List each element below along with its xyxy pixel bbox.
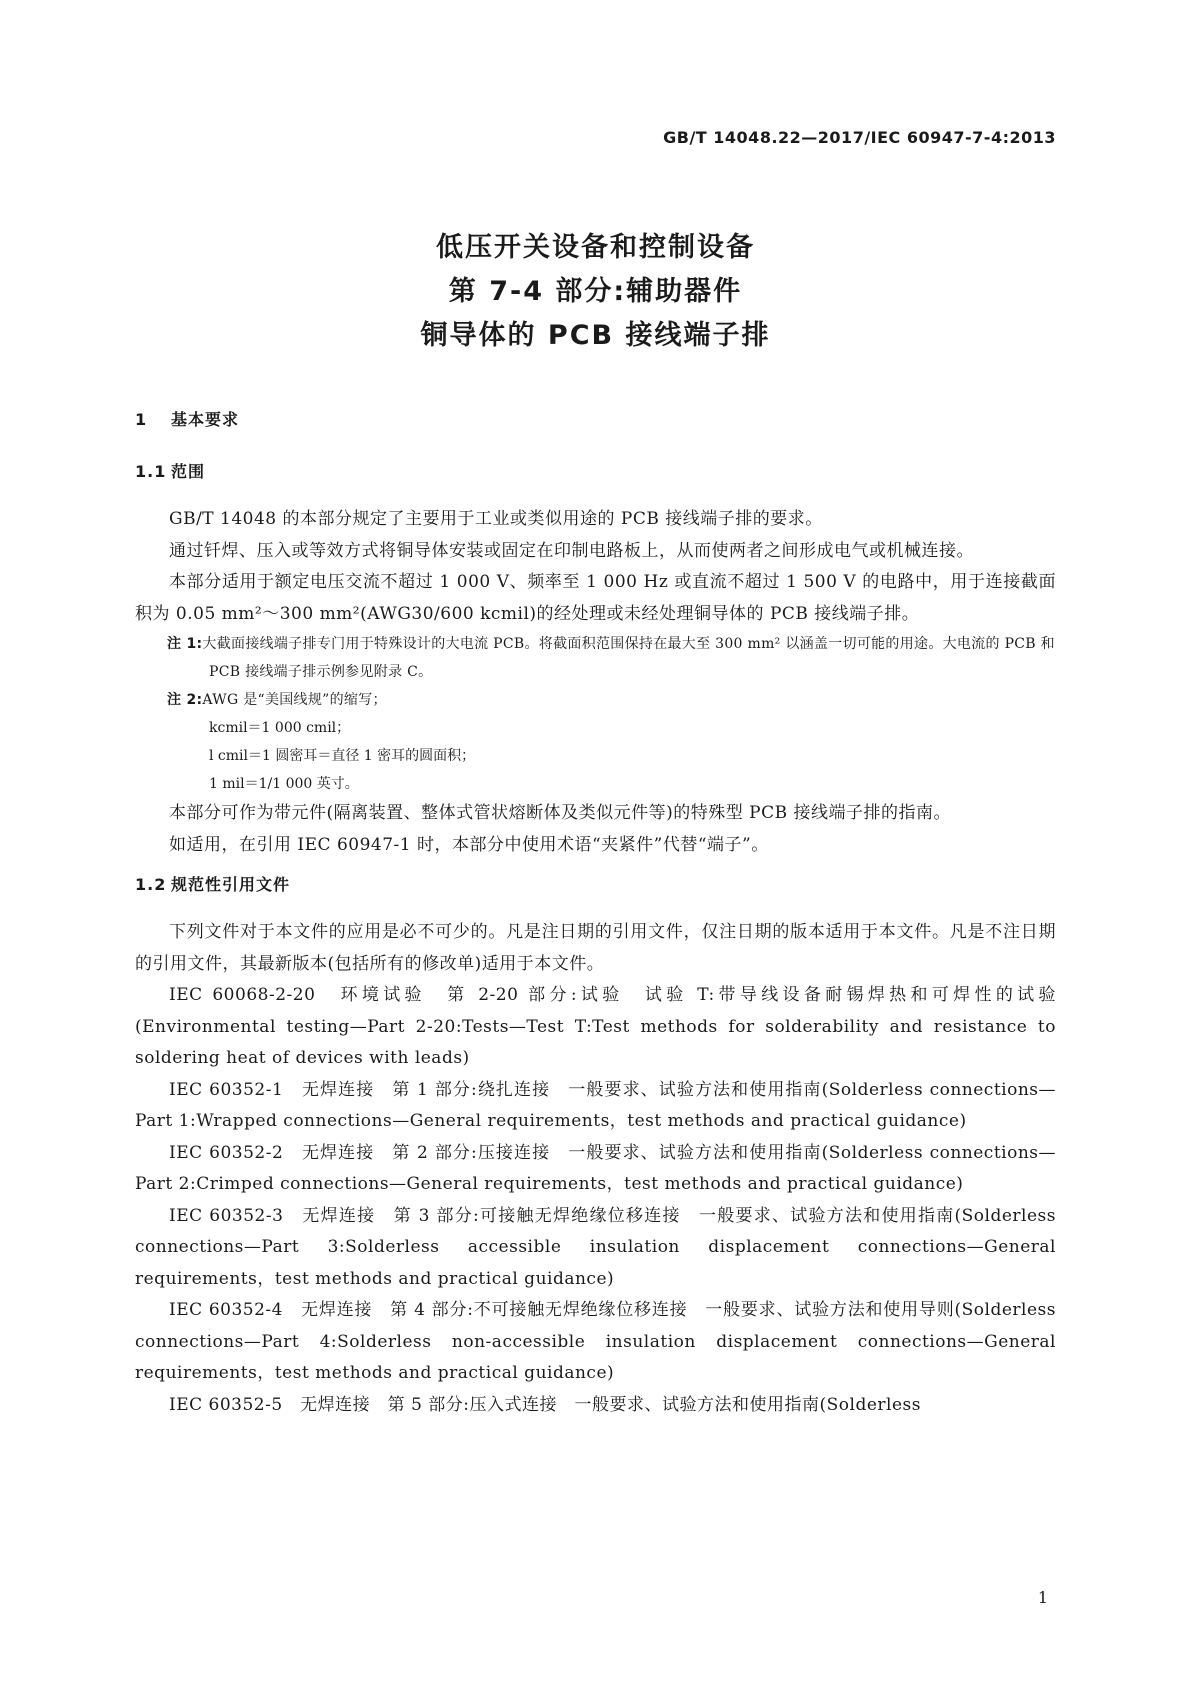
section-heading-1-1: [135, 460, 1056, 484]
standard-id: GB/T 14048.22—2017/IEC 60947-7-4:2013: [663, 128, 1056, 147]
note-text: 大截面接线端子排专门用于特殊设计的大电流 PCB。将截面积范围保持在最大至 300 mm² 以涵盖一切可能的用途。大电流的 PCB 和 PCB 接线端子排示例参见附录 C。: [202, 636, 1055, 680]
reference-item: IEC 60352-1 无焊连接 第 1 部分:绕扎连接 一般要求、试验方法和使用指南(Solderless connections—Part 1:Wrapped connections—General requirements，test methods and practical guidance): [135, 1079, 1056, 1131]
reference-item: IEC 60352-2 无焊连接 第 2 部分:压接连接 一般要求、试验方法和使用指南(Solderless connections—Part 2:Crimped connections—General requirements，test methods and practical guidance): [135, 1142, 1056, 1194]
title-line-2: 第 7-4 部分:辅助器件: [448, 276, 743, 307]
reference-item: IEC 60352-5 无焊连接 第 5 部分:压入式连接 一般要求、试验方法和使用指南(Solderless: [169, 1394, 921, 1415]
note-2-line: kcmil＝1 000 cmil；: [209, 720, 351, 736]
section-number: 1.1: [135, 462, 167, 481]
section-number: 1: [135, 410, 148, 429]
note-text: AWG 是“美国线规”的缩写；: [202, 692, 387, 708]
section-title: 基本要求: [171, 410, 240, 429]
section-heading-1-2: [135, 873, 1056, 897]
reference-item: IEC 60352-4 无焊连接 第 4 部分:不可接触无焊绝缘位移连接 一般要求、试验方法和使用导则(Solderless connections—Part 4:Solderless non-accessible insulation displacement connections—General requirements，test methods and practical guidance): [135, 1300, 1056, 1383]
scope-paragraph-4: 本部分可作为带元件(隔离装置、整体式管状熔断体及类似元件等)的特殊型 PCB 接线端子排的指南。: [169, 803, 952, 823]
title-line-3: 铜导体的 PCB 接线端子排: [420, 320, 771, 351]
scope-paragraph-5: 如适用，在引用 IEC 60947-1 时，本部分中使用术语“夹紧件”代替“端子”。: [169, 834, 769, 855]
note-2-line: 1 mil＝1/1 000 英寸。: [209, 776, 359, 792]
document-title: [0, 226, 1191, 358]
reference-item: IEC 60068-2-20 环境试验 第 2-20 部分:试验 试验 T:带导线设备耐锡焊热和可焊性的试验(Environmental testing—Part 2-20:Tests—Test T:Test methods for solderability and resistance to soldering heat of devices with leads): [135, 985, 1056, 1068]
page-number: 1: [1037, 1588, 1048, 1607]
scope-paragraph-2: 通过钎焊、压入或等效方式将铜导体安装或固定在印制电路板上，从而使两者之间形成电气或机械连接。: [169, 540, 974, 561]
document-body: [135, 408, 1056, 1421]
section-title: 范围: [171, 462, 206, 481]
scope-paragraph-1: GB/T 14048 的本部分规定了主要用于工业或类似用途的 PCB 接线端子排的要求。: [169, 509, 823, 529]
title-line-1: 低压开关设备和控制设备: [436, 232, 755, 263]
note-2: [135, 686, 1056, 714]
scope-paragraph-3: 本部分适用于额定电压交流不超过 1 000 V、频率至 1 000 Hz 或直流不超过 1 500 V 的电路中，用于连接截面积为 0.05 mm²～300 mm²(AWG30/600 kcmil)的经处理或未经处理铜导体的 PCB 接线端子排。: [135, 572, 1056, 624]
note-2-line: l cmil＝1 圆密耳＝直径 1 密耳的圆面积；: [209, 748, 476, 764]
section-number: 1.2: [135, 875, 167, 894]
note-label: 注 2:: [167, 692, 203, 708]
references-intro: 下列文件对于本文件的应用是必不可少的。凡是注日期的引用文件，仅注日期的版本适用于本文件。凡是不注日期的引用文件，其最新版本(包括所有的修改单)适用于本文件。: [135, 922, 1056, 974]
note-label: 注 1:: [167, 636, 203, 652]
section-title: 规范性引用文件: [171, 875, 291, 894]
note-1: [135, 630, 1056, 686]
reference-item: IEC 60352-3 无焊连接 第 3 部分:可接触无焊绝缘位移连接 一般要求、试验方法和使用指南(Solderless connections—Part 3:Solderless accessible insulation displacement connections—General requirements，test methods and practical guidance): [135, 1205, 1056, 1289]
section-heading-1: [135, 408, 1056, 432]
